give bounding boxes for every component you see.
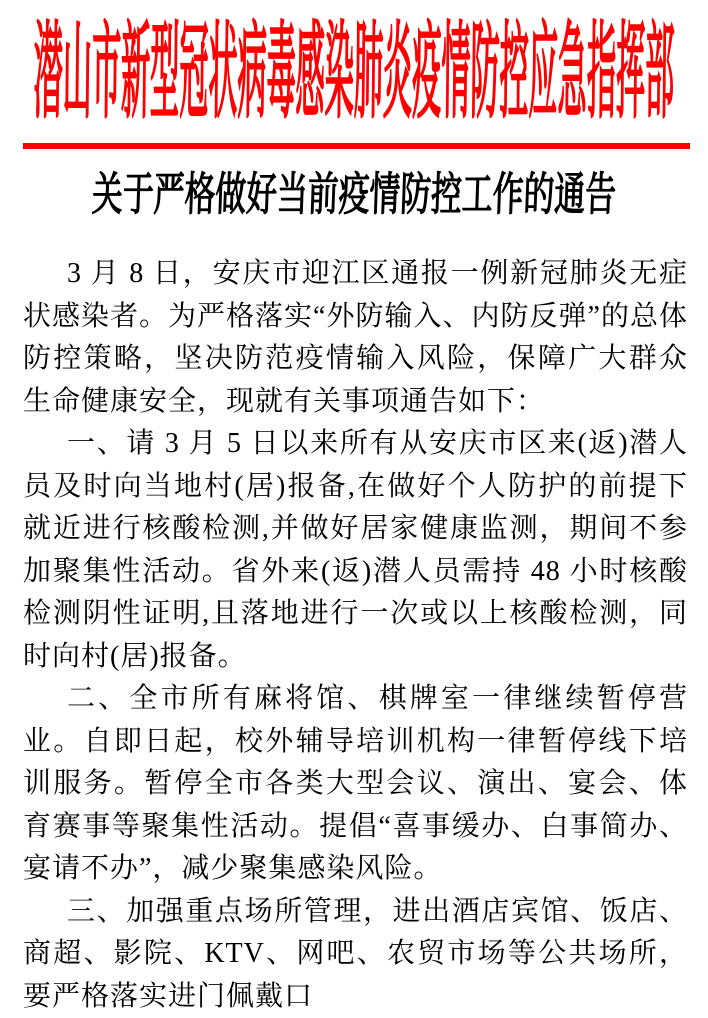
paragraph-intro: 3 月 8 日，安庆市迎江区通报一例新冠肺炎无症状感染者。为严格落实“外防输入、内防反弹”的总体防控策略，坚决防范疫情输入风险，保障广大群众生命健康安全，现就有关事项通告如下： [23, 253, 688, 423]
paragraph-item-1: 一、请 3 月 5 日以来所有从安庆市区来(返)潜人员及时向当地村(居)报备,在做好个人防护的前提下就近进行核酸检测,并做好居家健康监测，期间不参加聚集性活动。省外来(返)潜人员需持 48 小时核酸检测阴性证明,且落地进行一次或以上核酸检测，同时向村(居)报备。 [23, 423, 688, 678]
notice-title-row [0, 165, 708, 225]
paragraph-item-2: 二、全市所有麻将馆、棋牌室一律继续暂停营业。自即日起，校外辅导培训机构一律暂停线下培训服务。暂停全市各类大型会议、演出、宴会、体育赛事等聚集性活动。提倡“喜事缓办、白事简办、宴请不办”，减少聚集感染风险。 [23, 678, 688, 891]
masthead [0, 0, 708, 138]
red-divider-line [23, 143, 690, 149]
notice-body [23, 253, 688, 1018]
issuing-authority-title: 潜山市新型冠状病毒感染肺炎疫情防控应急指挥部 [33, 14, 675, 134]
paragraph-item-3: 三、加强重点场所管理，进出酒店宾馆、饭店、商超、影院、KTV、网吧、农贸市场等公共场所，要严格落实进门佩戴口 [23, 891, 688, 1018]
notice-title: 关于严格做好当前疫情防控工作的通告 [91, 167, 617, 223]
